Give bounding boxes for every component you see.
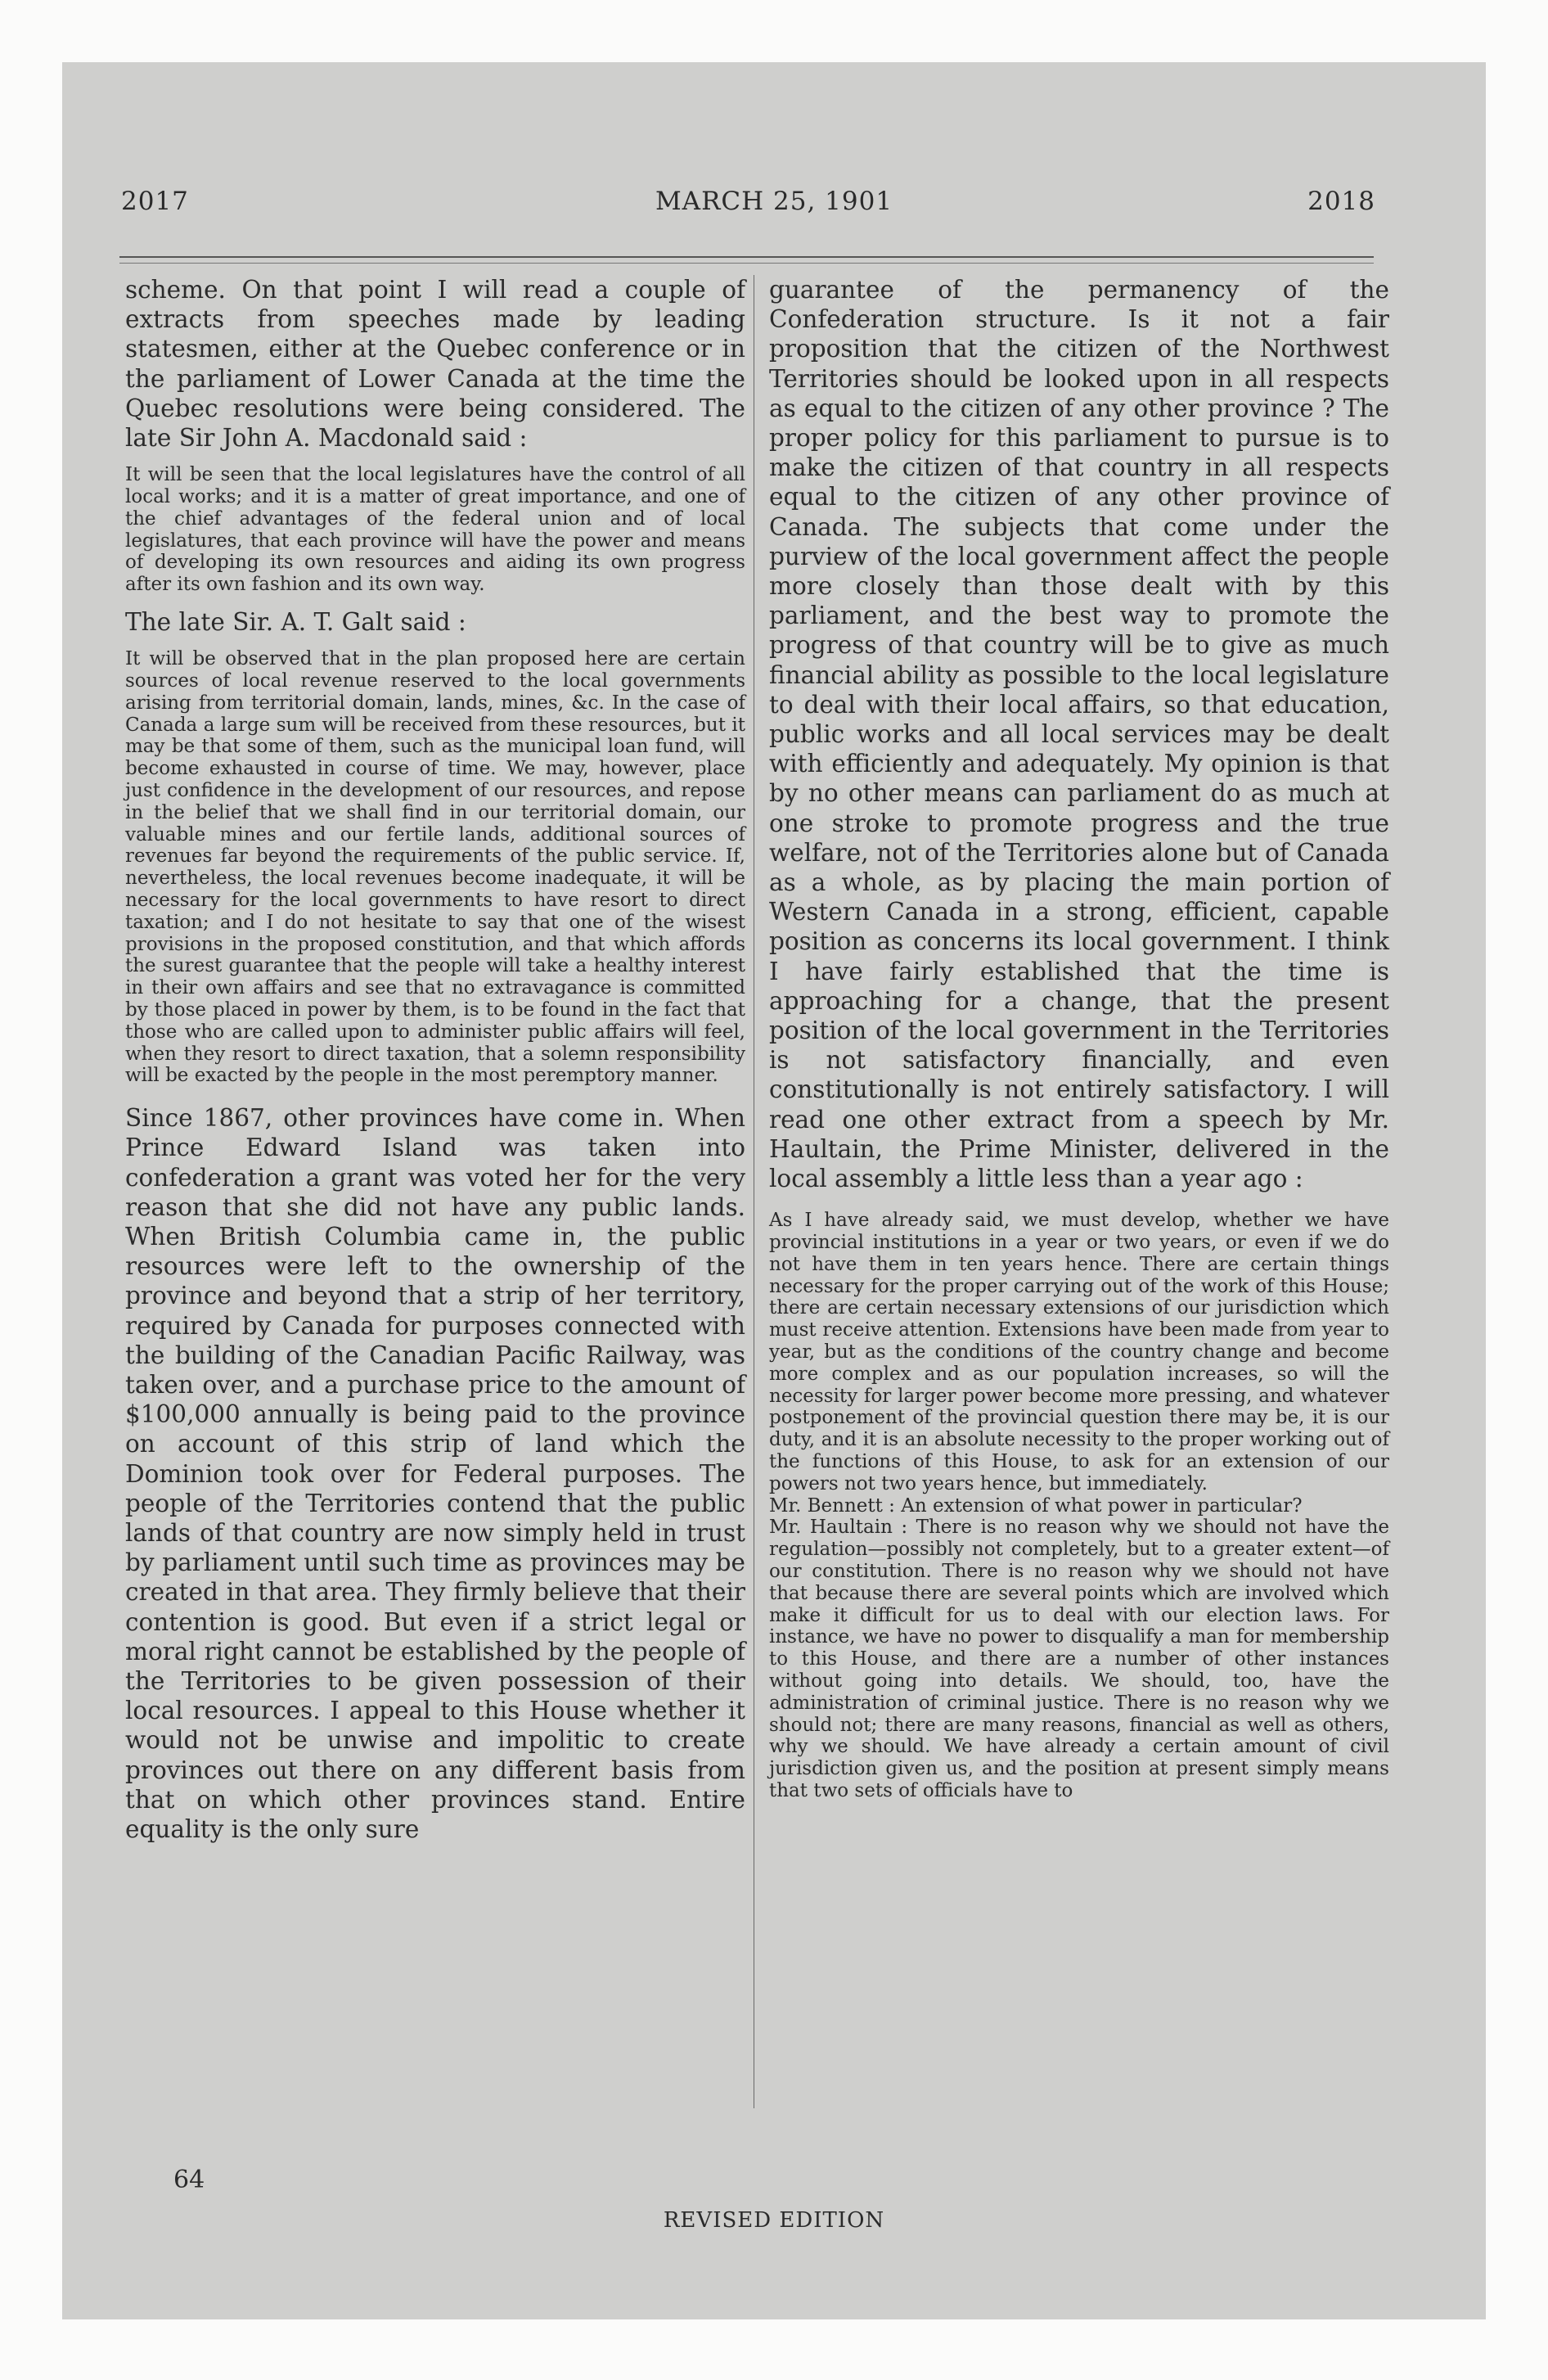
page-number-right: 2018 <box>1307 187 1375 216</box>
right-quote-haultain-reply: Mr. Haultain : There is no reason why we should not have the regulation—possibly not completely, but to a greater extent—of our constitution. There is no reason why we should not have that because there are several points which are involved which make it difficult for us to deal with our election laws. For instance, we have no power to disqualify a man for membership to this House, and there are a number of other instances without going into details. We should, too, have the administration of criminal justice. There is no reason why we should not; there are many reasons, financial as well as others, why we should. We have already a certain amount of civil jurisdiction given us, and the position at present simply means that two sets of officials have to <box>769 1517 1389 1802</box>
page-header <box>0 187 1548 228</box>
revised-edition-label: REVISED EDITION <box>663 2208 885 2233</box>
right-paragraph-1: guarantee of the permanency of the Confederation structure. Is it not a fair proposition that the citizen of the Northwest Territories should be looked upon in all respects as equal to the citizen of any other province ? The proper policy for this parliament to pursue is to make the citizen of that country in all respects equal to the citizen of any other province of Canada. The subjects that come under the purview of the local government affect the people more closely than those dealt with by this parliament, and the best way to promote the progress of that country will be to give as much financial ability as possible to the local legislature to deal with their local affairs, so that education, public works and all local services may be dealt with efficiently and adequately. My opinion is that by no other means can parliament do as much at one stroke to promote progress and the true welfare, not of the Territories alone but of Canada as a whole, as by placing the main portion of Western Canada in a strong, efficient, capable position as concerns its local government. I think I have fairly established that the time is approaching for a change, that the present position of the local government in the Territories is not satisfactory financially, and even constitutionally is not entirely satisfactory. I will read one other extract from a speech by Mr. Haultain, the Prime Minister, delivered in the local assembly a little less than a year ago : <box>769 276 1389 1193</box>
header-rule-thin <box>119 263 1374 264</box>
left-quote-macdonald: It will be seen that the local legislatures have the control of all local works; and it is a matter of great importance, and one of the chief advantages of the federal union and of local legislatures, that each province will have the power and means of developing its own resources and aiding its own progress after its own fashion and its own way. <box>125 464 745 596</box>
header-rule <box>119 256 1374 258</box>
page-date: MARCH 25, 1901 <box>655 187 893 216</box>
page-number-footer: 64 <box>173 2166 205 2194</box>
left-paragraph-1: scheme. On that point I will read a couple of extracts from speeches made by leading statesmen, either at the Quebec conference or in the parliament of Lower Canada at the time the Quebec resolutions were being considered. The late Sir John A. Macdonald said : <box>125 276 745 453</box>
left-column <box>125 275 745 1844</box>
right-column <box>769 275 1389 1802</box>
left-paragraph-galt-intro: The late Sir. A. T. Galt said : <box>125 608 466 636</box>
left-paragraph-3: Since 1867, other provinces have come in. When Prince Edward Island was taken into confederation a grant was voted her for the very reason that she did not have any public lands. When British Columbia came in, the public resources were left to the ownership of the province and beyond that a strip of her territory, required by Canada for purposes connected with the building of the Canadian Pacific Railway, was taken over, and a purchase price to the amount of $100,000 annually is being paid to the province on account of this strip of land which the Dominion took over for Federal purposes. The people of the Territories contend that the public lands of that country are now simply held in trust by parliament until such time as provinces may be created in that area. They firmly believe that their contention is good. But even if a strict legal or moral right cannot be established by the people of the Territories to be given possession of their local resources. I appeal to this House whether it would not be unwise and impolitic to create provinces out there on any different basis from that on which other provinces stand. Entire equality is the only sure <box>125 1104 745 1844</box>
left-quote-galt: It will be observed that in the plan proposed here are certain sources of local revenue reserved to the local governments arising from territorial domain, lands, mines, &c. In the case of Canada a large sum will be received from these resources, but it may be that some of them, such as the municipal loan fund, will become exhausted in course of time. We may, however, place just confidence in the development of our resources, and repose in the belief that we shall find in our territorial domain, our valuable mines and our fertile lands, additional sources of revenues far beyond the requirements of the public service. If, nevertheless, the local revenues become inadequate, it will be necessary for the local governments to have resort to direct taxation; and I do not hesitate to say that one of the wisest provisions in the proposed constitution, and that which affords the surest guarantee that the people will take a healthy interest in their own affairs and see that no extravagance is committed by those placed in power by them, is to be found in the fact that those who are called upon to administer public affairs will feel, when they resort to direct taxation, that a solemn responsibility will be exacted by the people in the most peremptory manner. <box>125 648 745 1087</box>
page-number-left: 2017 <box>121 187 189 216</box>
right-quote-bennett: Mr. Bennett : An extension of what power in particular? <box>769 1494 1303 1517</box>
right-quote-haultain: As I have already said, we must develop, whether we have provincial institutions in a year or two years, or even if we do not have them in ten years hence. There are certain things necessary for the proper carrying out of the work of this House; there are certain necessary extensions of our jurisdiction which must receive attention. Extensions have been made from year to year, but as the conditions of the country change and become more complex and as our population increases, so will the necessity for larger power become more pressing, and whatever postponement of the provincial question there may be, it is our duty, and it is an absolute necessity to the proper working out of the functions of this House, to ask for an extension of our powers not two years hence, but immediately. <box>769 1210 1389 1494</box>
